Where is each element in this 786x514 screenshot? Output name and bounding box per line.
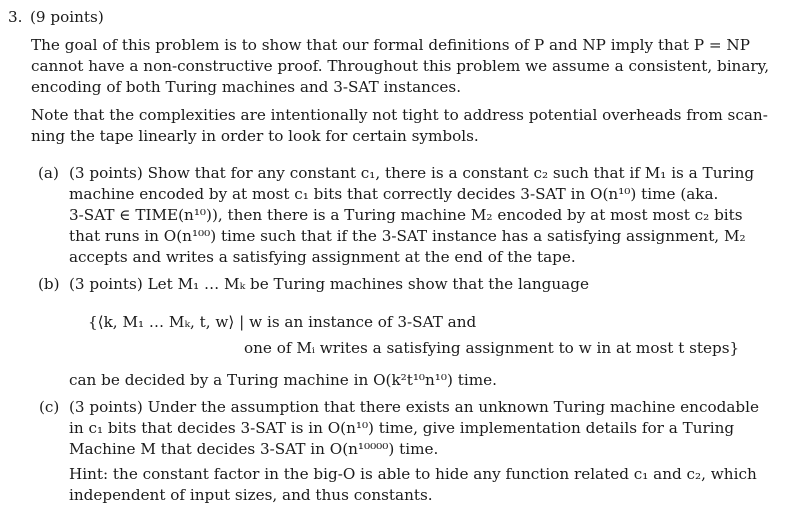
part-a-line-1: (3 points) Show that for any constant c₁, there is a constant c₂ such that if M₁ is a Turing	[69, 164, 755, 182]
part-c-line-2: in c₁ bits that decides 3-SAT is in O(n¹⁰) time, give implementation details for a Turing	[69, 419, 735, 437]
part-c-label: (c)	[39, 398, 60, 416]
language-set-line-2: one of Mᵢ writes a satisfying assignment to w in at most t steps}	[244, 339, 740, 357]
part-a-line-5: accepts and writes a satisfying assignment at the end of the tape.	[69, 248, 576, 266]
part-a-line-4: that runs in O(n¹⁰⁰) time such that if the 3-SAT instance has a satisfying assignment, M₂	[69, 227, 746, 245]
part-a-label: (a)	[38, 164, 59, 182]
note-line-2: ning the tape linearly in order to look for certain symbols.	[31, 127, 479, 145]
part-a-line-3: 3-SAT ∈ TIME(n¹⁰)), then there is a Turing machine M₂ encoded by at most most c₂ bits	[69, 206, 743, 224]
part-b-line-1: (3 points) Let M₁ … Mₖ be Turing machines show that the language	[69, 275, 589, 293]
note-line-1: Note that the complexities are intentionally not tight to address potential overheads from scan-	[31, 106, 768, 124]
hint-line-1: Hint: the constant factor in the big-O is able to hide any function related c₁ and c₂, which	[69, 465, 757, 483]
part-b-label: (b)	[38, 275, 60, 293]
language-set-line-1: {⟨k, M₁ … Mₖ, t, w⟩ | w is an instance of 3-SAT and	[88, 313, 477, 331]
part-c-line-1: (3 points) Under the assumption that there exists an unknown Turing machine encodable	[69, 398, 759, 416]
intro-line-3: encoding of both Turing machines and 3-SAT instances.	[31, 78, 462, 96]
problem-points: (9 points)	[30, 8, 104, 26]
problem-number: 3.	[8, 8, 23, 26]
hint-line-2: independent of input sizes, and thus constants.	[69, 486, 433, 504]
part-b-line-after: can be decided by a Turing machine in O(k²t¹⁰n¹⁰) time.	[69, 371, 497, 389]
part-a-line-2: machine encoded by at most c₁ bits that correctly decides 3-SAT in O(n¹⁰) time (aka.	[69, 185, 719, 203]
intro-line-1: The goal of this problem is to show that our formal definitions of P and NP imply that P = NP	[31, 36, 750, 54]
intro-line-2: cannot have a non-constructive proof. Throughout this problem we assume a consistent, binary,	[31, 57, 770, 75]
part-c-line-3: Machine M that decides 3-SAT in O(n¹⁰⁰⁰⁰) time.	[69, 440, 439, 458]
